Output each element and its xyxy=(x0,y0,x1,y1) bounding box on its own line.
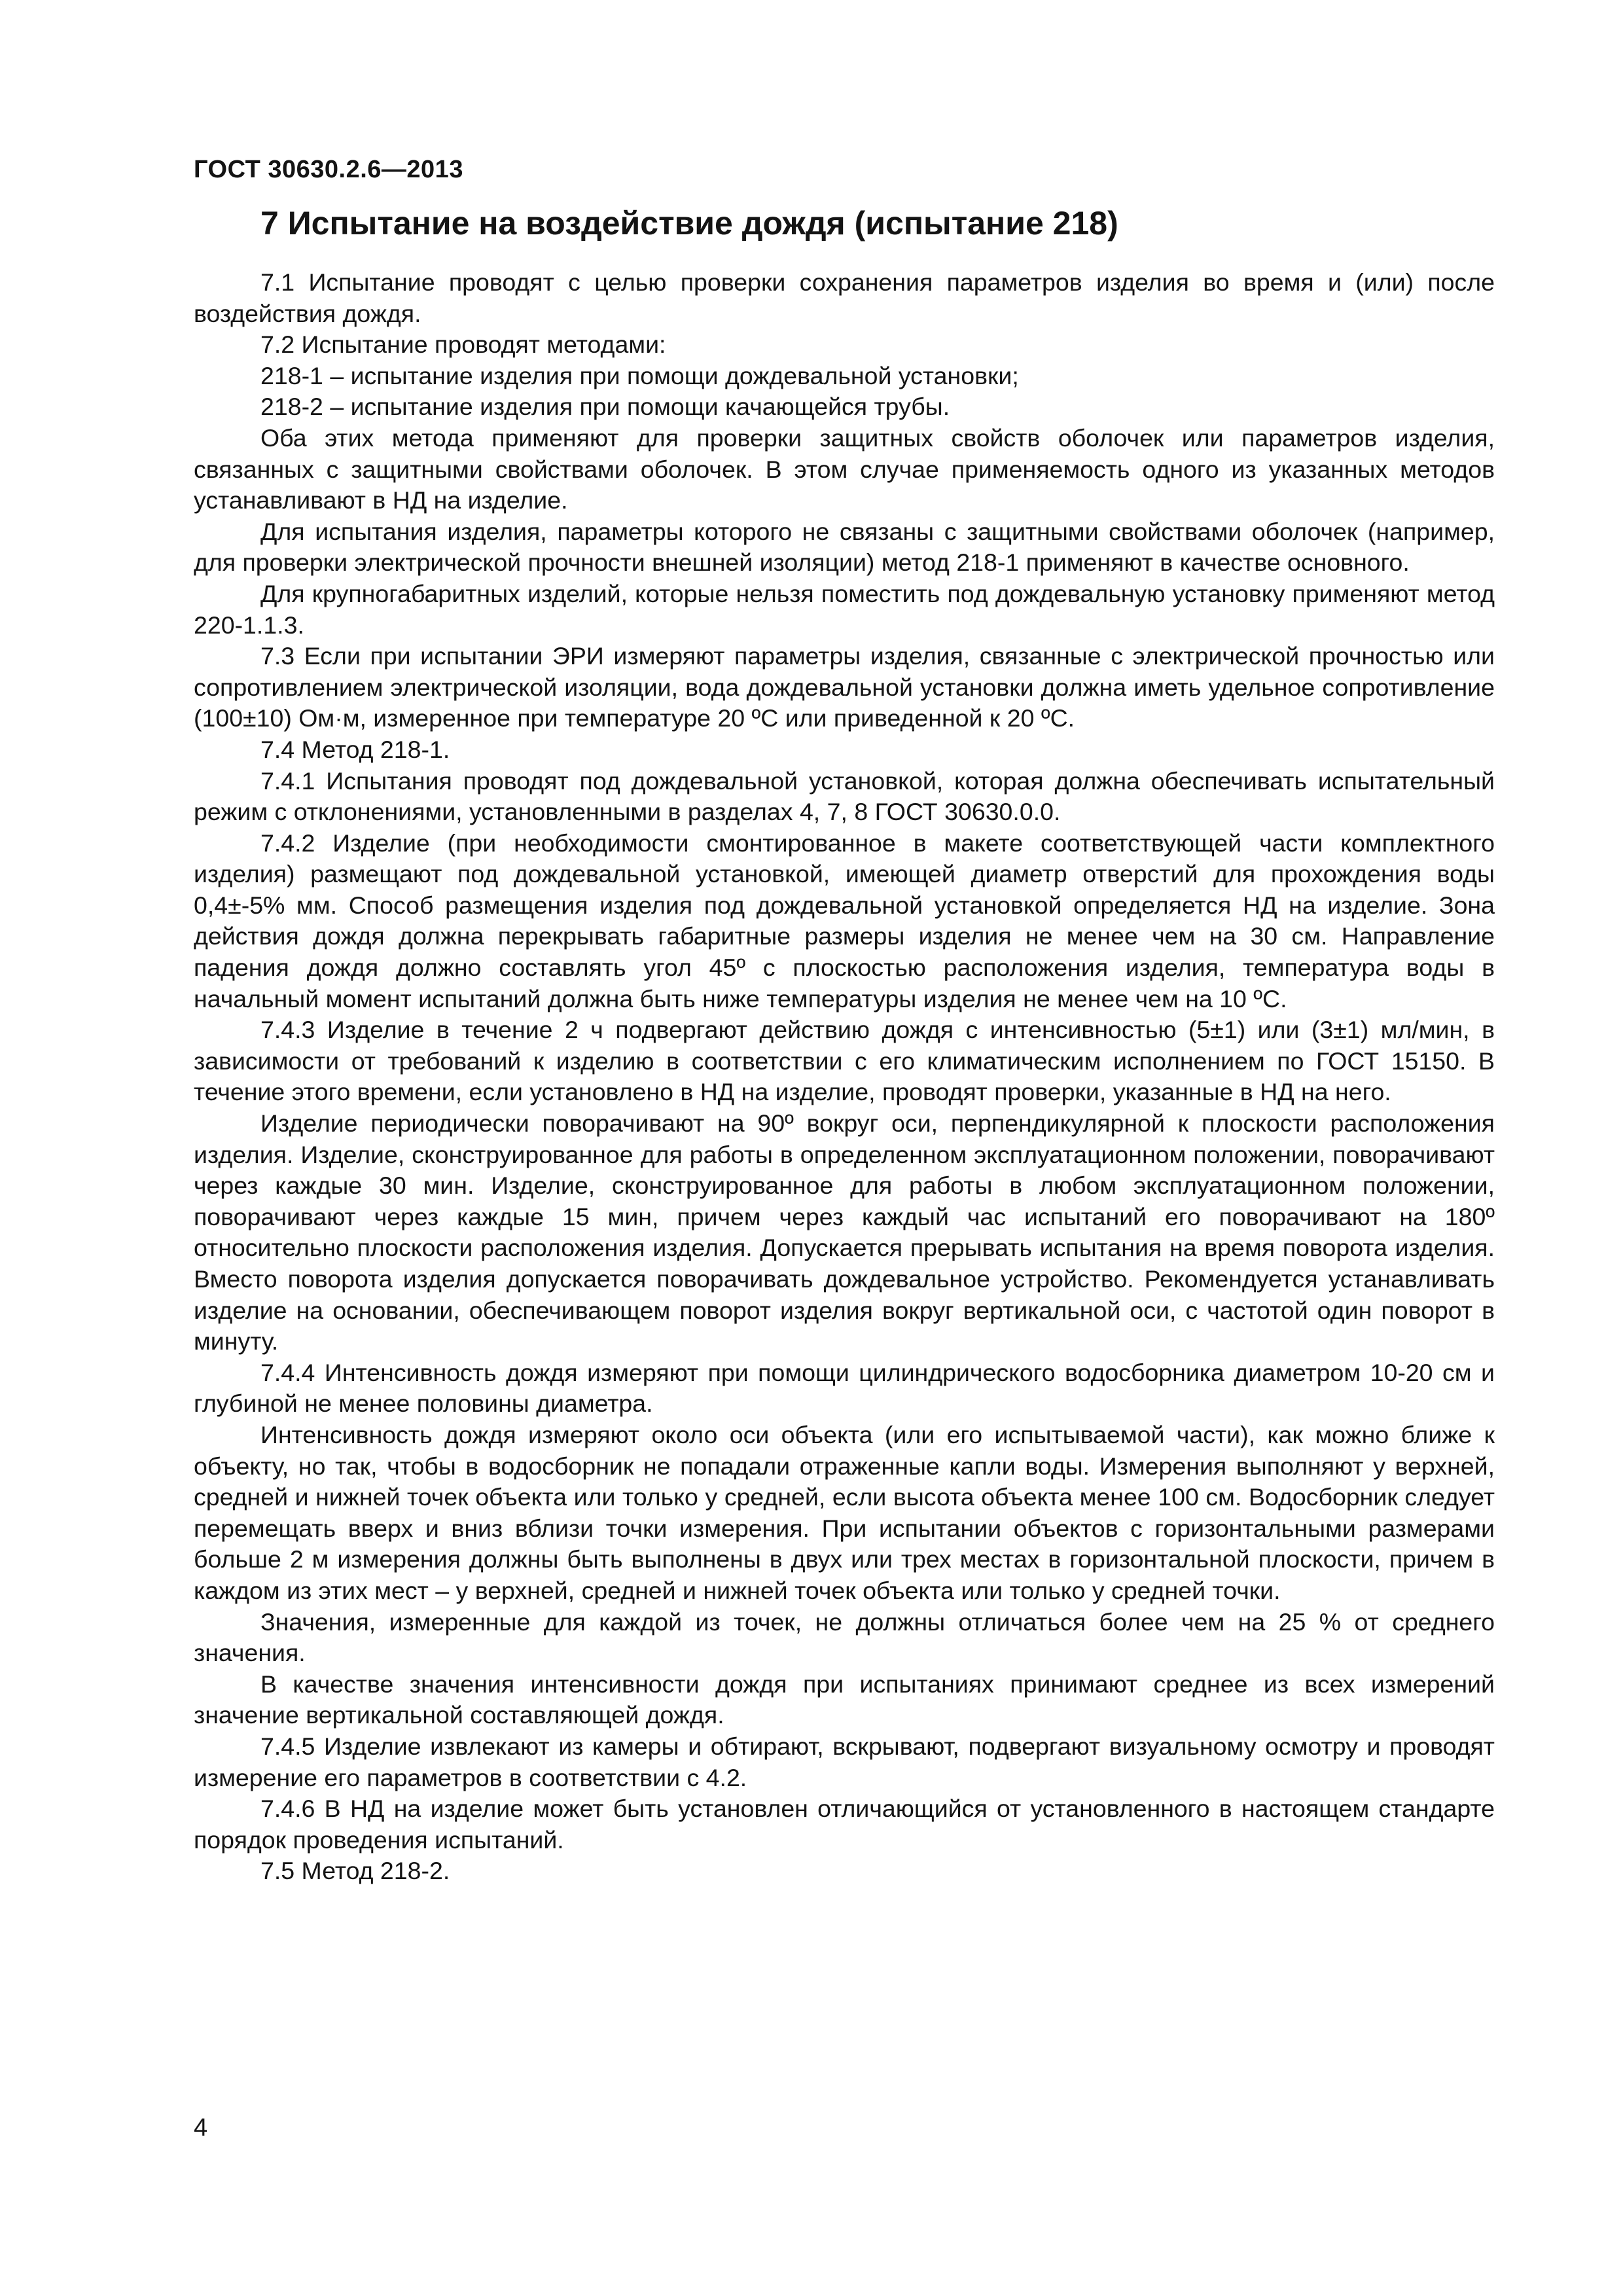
paragraph-methods-usage: Оба этих метода применяют для проверки защитных свойств оболочек или параметров изделия, связанных с защитными свойствами оболочек. В этом случае применяемость одного из указанных методов устанавливают в НД на изделие. xyxy=(194,423,1495,514)
paragraph-7-5: 7.5 Метод 218-2. xyxy=(260,1857,450,1885)
paragraph-intensity-measurement: Интенсивность дождя измеряют около оси объекта (или его испытываемой части), как можно ближе к объекту, но так, чтобы в водосборник не попадали отраженные капли воды. Измерения выполняют у верхней, средней и нижней точек объекта или только у средней, если высота объекта менее 100 см. Водосборник следует перемещать вверх и вниз вблизи точки измерения. При испытании объектов с горизонтальными размерами больше 2 м измерения должны быть выполнены в двух или трех местах в горизонтальной плоскости, причем в каждом из этих мест – у верхней, средней и нижней точек объекта или только у средней точки. xyxy=(194,1420,1495,1604)
document-code-header: ГОСТ 30630.2.6—2013 xyxy=(194,156,463,183)
paragraph-7-4-6: 7.4.6 В НД на изделие может быть установлен отличающийся от установленного в настоящем стандарте порядок проведения испытаний. xyxy=(194,1795,1495,1854)
paragraph-7-4-5: 7.4.5 Изделие извлекают из камеры и обтирают, вскрывают, подвергают визуальному осмотру и проводят измерение его параметров в соответствии с 4.2. xyxy=(194,1732,1495,1791)
list-item-218-1: 218-1 – испытание изделия при помощи дождевальной установки; xyxy=(260,361,1019,389)
paragraph-average: В качестве значения интенсивности дождя при испытаниях принимают среднее из всех измерений значение вертикальной составляющей дождя. xyxy=(194,1670,1495,1729)
paragraph-7-1: 7.1 Испытание проводят с целью проверки сохранения параметров изделия во время и (или) после воздействия дождя. xyxy=(194,268,1495,327)
list-item-218-2: 218-2 – испытание изделия при помощи качающейся трубы. xyxy=(260,393,950,421)
paragraph-7-4-3: 7.4.3 Изделие в течение 2 ч подвергают действию дождя с интенсивностью (5±1) или (3±1) мл/мин, в зависимости от требований к изделию в соответствии с его климатическим исполнением по ГОСТ 15150. В течение этого времени, если установлено в НД на изделие, проводят проверки, указанные в НД на него. xyxy=(194,1016,1495,1106)
page-number: 4 xyxy=(194,2114,208,2142)
paragraph-deviation: Значения, измеренные для каждой из точек, не должны отличаться более чем на 25 % от среднего значения. xyxy=(194,1607,1495,1667)
section-heading: 7 Испытание на воздействие дождя (испытание 218) xyxy=(260,205,1118,242)
paragraph-7-4-1: 7.4.1 Испытания проводят под дождевальной установкой, которая должна обеспечивать испытательный режим с отклонениями, установленными в разделах 4, 7, 8 ГОСТ 30630.0.0. xyxy=(194,766,1495,826)
section-body xyxy=(194,267,1495,1887)
paragraph-7-4-4: 7.4.4 Интенсивность дождя измеряют при помощи цилиндрического водосборника диаметром 10-20 см и глубиной не менее половины диаметра. xyxy=(194,1358,1495,1418)
paragraph-rotation: Изделие периодически поворачивают на 90º вокруг оси, перпендикулярной к плоскости расположения изделия. Изделие, сконструированное для работы в определенном эксплуатационном положении, поворачивают через каждые 30 мин. Изделие, сконструированное для работы в любом эксплуатационном положении, поворачивают через каждые 15 мин, причем через каждый час испытаний его поворачивают на 180º относительно плоскости расположения изделия. Допускается прерывать испытания на время поворота изделия. Вместо поворота изделия допускается поворачивать дождевальное устройство. Рекомендуется устанавливать изделие на основании, обеспечивающем поворот изделия вокруг вертикальной оси, с частотой один поворот в минуту. xyxy=(194,1109,1495,1355)
paragraph-7-4-2: 7.4.2 Изделие (при необходимости смонтированное в макете соответствующей части комплектного изделия) размещают под дождевальной установкой, имеющей диаметр отверстий для прохождения воды 0,4±-5% мм. Способ размещения изделия под дождевальной установкой определяется НД на изделие. Зона действия дождя должна перекрывать габаритные размеры изделия не менее чем на 30 см. Направление падения дождя должно составлять угол 45º с плоскостью расположения изделия, температура воды в начальный момент испытаний должна быть ниже температуры изделия не менее чем на 10 ºС. xyxy=(194,829,1495,1013)
paragraph-7-3: 7.3 Если при испытании ЭРИ измеряют параметры изделия, связанные с электрической прочностью или сопротивлением электрической изоляции, вода дождевальной установки должна иметь удельное сопротивление (100±10) Ом·м, измеренное при температуре 20 ºС или приведенной к 20 ºС. xyxy=(194,642,1495,732)
paragraph-7-2: 7.2 Испытание проводят методами: xyxy=(260,331,666,359)
paragraph-large-items: Для крупногабаритных изделий, которые нельзя поместить под дождевальную установку применяют метод 220-1.1.3. xyxy=(194,579,1495,639)
paragraph-main-method: Для испытания изделия, параметры которого не связаны с защитными свойствами оболочек (например, для проверки электрической прочности внешней изоляции) метод 218-1 применяют в качестве основного. xyxy=(194,517,1495,577)
paragraph-7-4: 7.4 Метод 218-1. xyxy=(260,735,450,763)
